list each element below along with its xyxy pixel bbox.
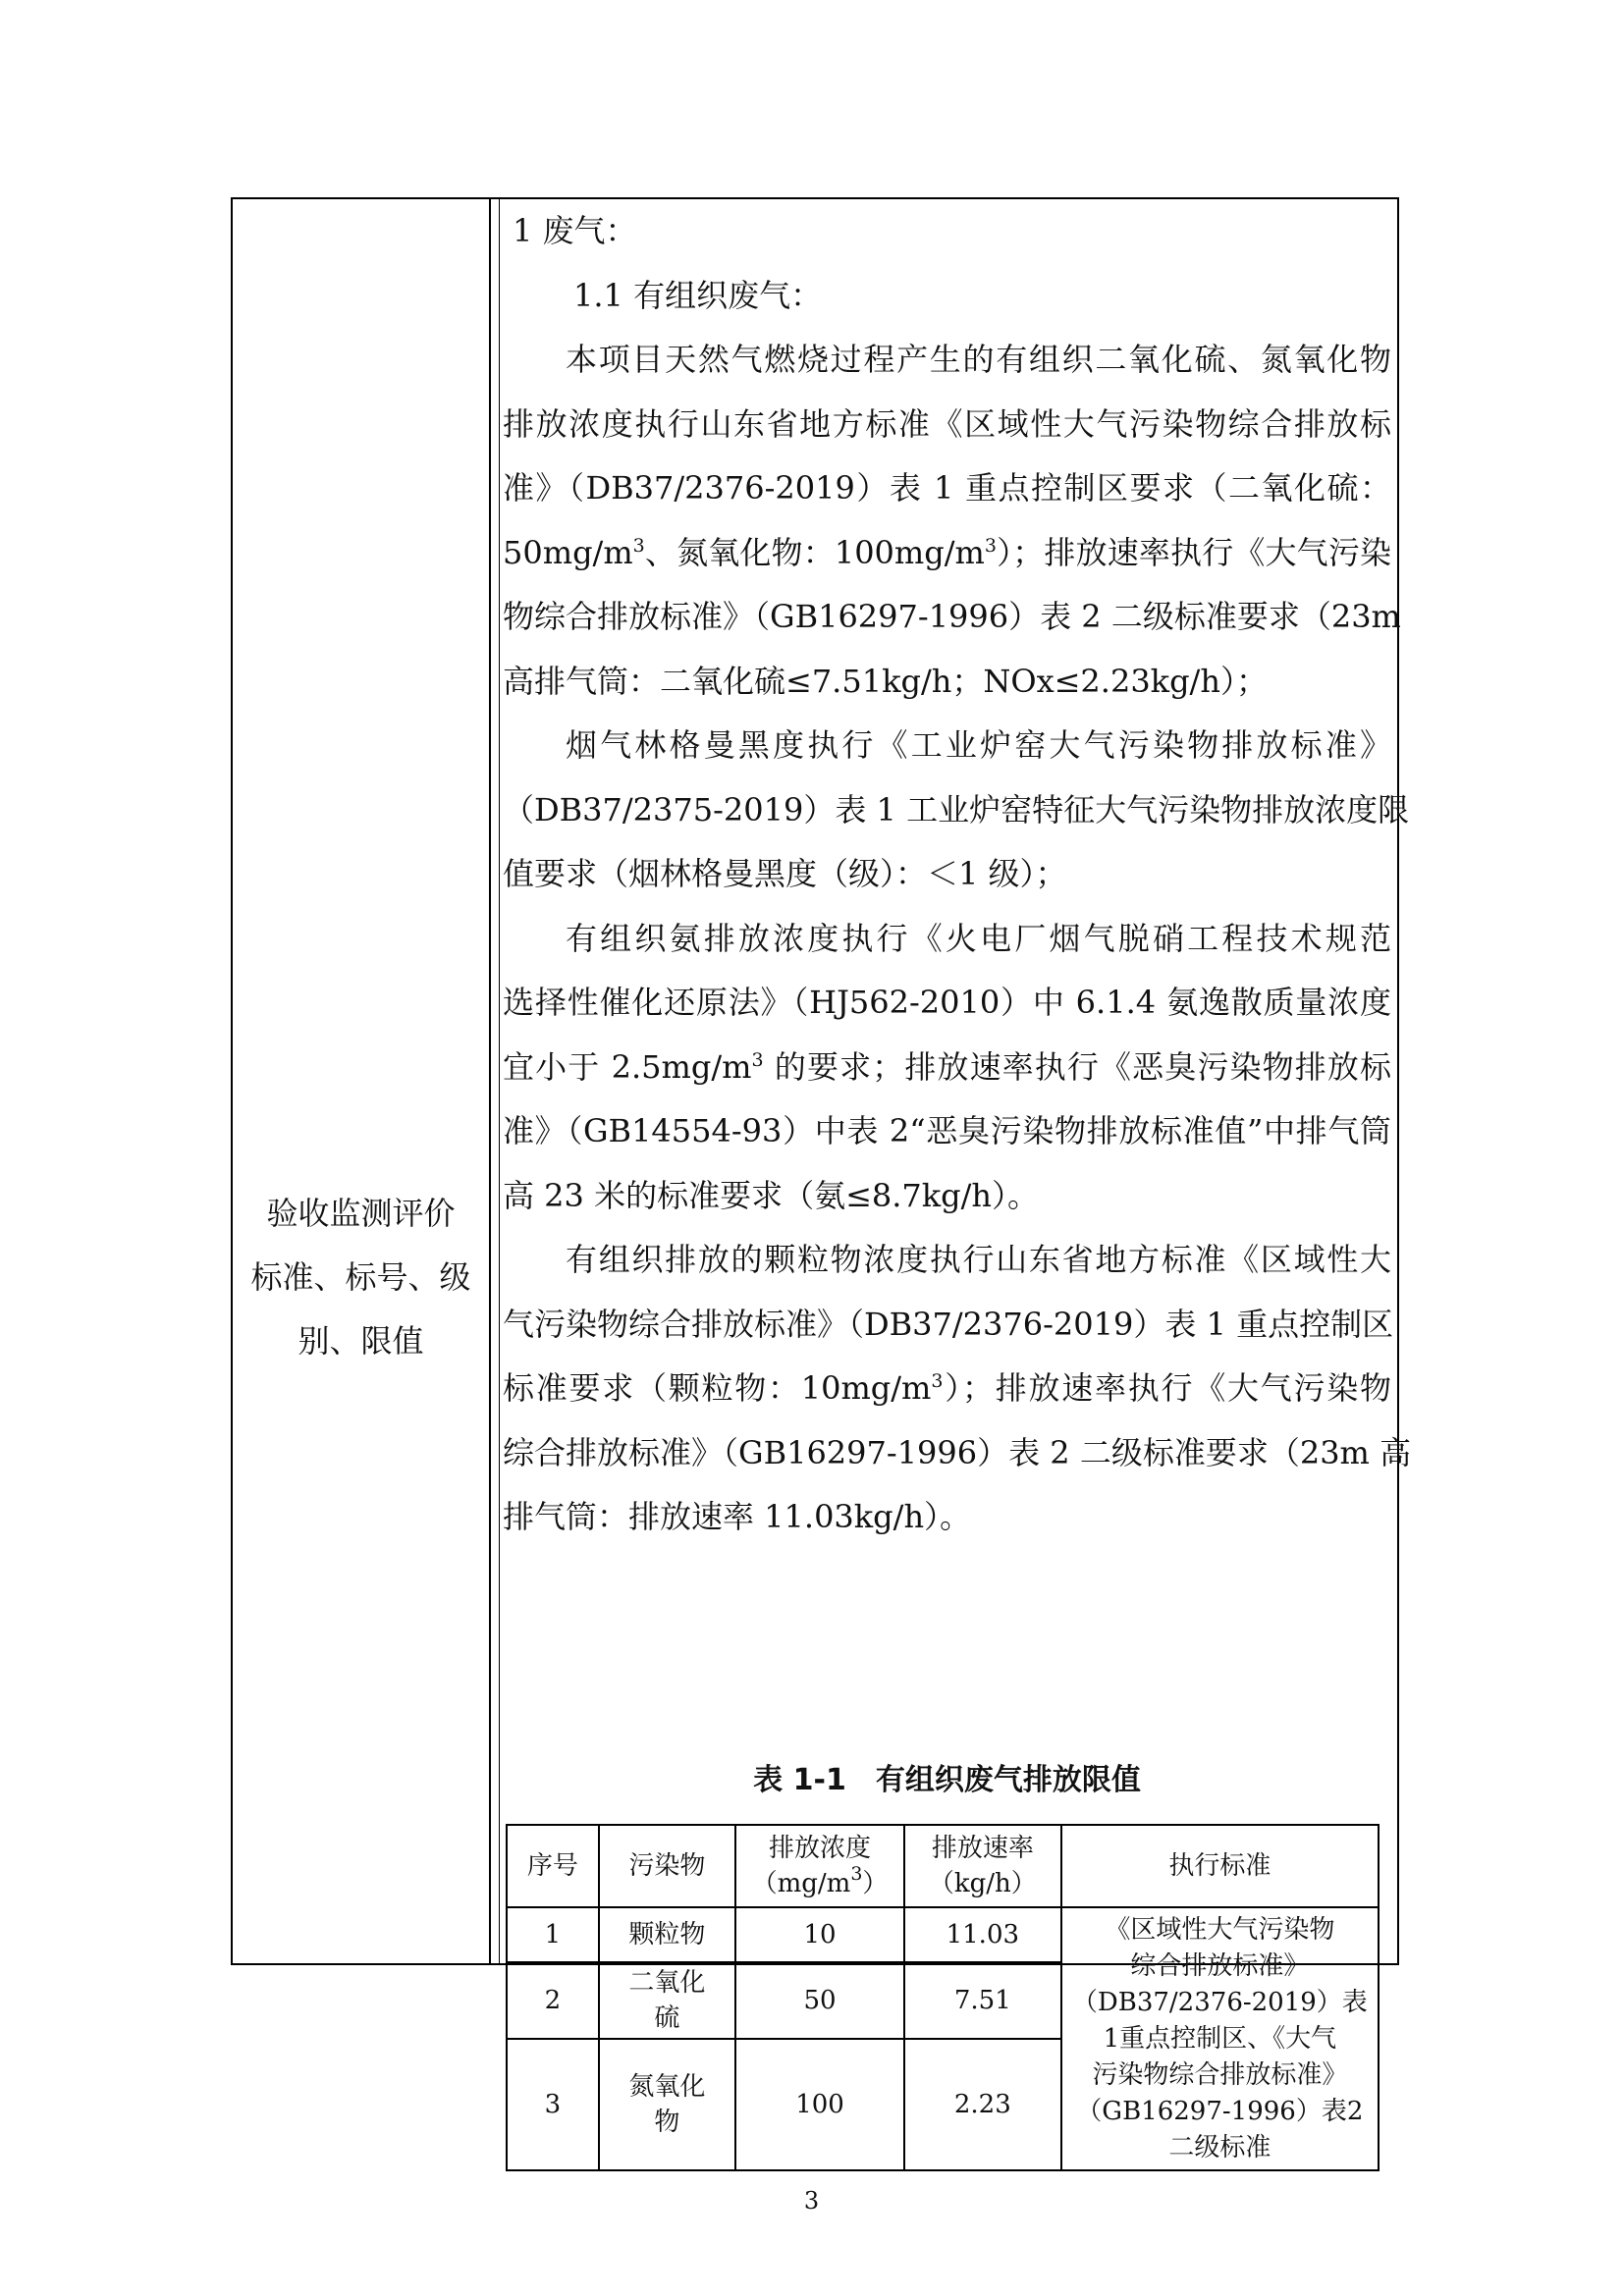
cell-concentration: 10 (735, 1907, 904, 1962)
paragraph-line: 烟气林格曼黑度执行《工业炉窑大气污染物排放标准》 (566, 726, 1391, 764)
table-row (507, 1907, 1379, 1962)
table-title: 表 1-1 有组织废气排放限值 (753, 1763, 1141, 1797)
label-line: 验收监测评价 (266, 1195, 456, 1232)
cell-seq: 2 (507, 1962, 599, 2039)
cell-seq: 1 (507, 1907, 599, 1962)
cell-pollutant: 二氧化 硫 (599, 1962, 735, 2039)
cell-concentration: 50 (735, 1962, 904, 2039)
paragraph-line: 综合排放标准》（GB16297-1996）表 2 二级标准要求（23m 高 (503, 1433, 1412, 1471)
paragraph-line: 选择性催化还原法》（HJ562-2010）中 6.1.4 氨逸散质量浓度 (503, 984, 1391, 1021)
paragraph-line: 有组织排放的颗粒物浓度执行山东省地方标准《区域性大 (566, 1241, 1391, 1278)
paragraph-line: 标准要求（颗粒物：$10mg/m^3$）；排放速率执行《大气污染物 (503, 1369, 1391, 1407)
main-table-frame (231, 197, 1412, 2163)
paragraph-line: 高 23 米的标准要求（氨≤8.7kg/h）。 (503, 1176, 1040, 1214)
paragraph-line: 本项目天然气燃烧过程产生的有组织二氧化硫、氮氧化物 (566, 341, 1391, 378)
paragraph-line: 物综合排放标准》（GB16297-1996）表 2 二级标准要求（23m (503, 598, 1401, 635)
label-line: 别、限值 (298, 1322, 424, 1360)
cell-rate: 2.23 (904, 2039, 1061, 2170)
emission-limits-table (506, 1824, 1380, 2171)
header-standard: 执行标准 (1061, 1825, 1379, 1907)
subsection-heading: 1.1 有组织废气： (573, 276, 823, 314)
cell-rate: 7.51 (904, 1962, 1061, 2039)
header-pollutant: 污染物 (599, 1825, 735, 1907)
section-heading: 1 废气： (513, 212, 637, 249)
paragraph-line: 宜小于 $2.5mg/m^3$ 的要求；排放速率执行《恶臭污染物排放标 (503, 1047, 1391, 1086)
label-text (233, 1182, 489, 1373)
paragraph-line: 值要求（烟林格曼黑度（级）：＜1 级）； (503, 855, 1067, 892)
header-concentration: 排放浓度 $(mg/m^3)$ (735, 1825, 904, 1907)
page-number: 3 (803, 2187, 820, 2215)
cell-pollutant: 颗粒物 (599, 1907, 735, 1962)
paragraph-line: 排放浓度执行山东省地方标准《区域性大气污染物综合排放标 (503, 404, 1391, 443)
content-cell (503, 199, 1412, 1550)
label-line: 标准、标号、级 (250, 1258, 471, 1296)
header-seq: 序号 (507, 1825, 599, 1907)
cell-concentration: 100 (735, 2039, 904, 2170)
header-rate: 排放速率 （kg/h） (904, 1825, 1061, 1907)
cell-standard: 《区域性大气污染物 综合排放标准》 （DB37/2376-2019）表 1重点控制区、《大气 污染物综合排放标准》 （GB16297-1996）表2 二级标准 (1061, 1907, 1379, 2170)
cell-seq: 3 (507, 2039, 599, 2170)
paragraph-line: 气污染物综合排放标准》（DB37/2376-2019）表 1 重点控制区 (503, 1305, 1394, 1343)
paragraph-line: 高排气筒：二氧化硫≤7.51kg/h；NOx≤2.23kg/h）； (503, 662, 1268, 700)
paragraph-line: 排气筒：排放速率 11.03kg/h）。 (503, 1498, 972, 1535)
inner-divider (499, 199, 500, 1963)
label-cell (233, 199, 491, 1963)
table-header-row (507, 1825, 1379, 1907)
paragraph-line: 准》（GB14554-93）中表 2“恶臭污染物排放标准值”中排气筒 (503, 1112, 1391, 1149)
paragraph-line: 有组织氨排放浓度执行《火电厂烟气脱硝工程技术规范 (566, 919, 1391, 957)
paragraph-line: 准》（DB37/2376-2019）表 1 重点控制区要求（二氧化硫： (503, 469, 1391, 507)
paragraph-line: $50mg/m^3$、氮氧化物：$100mg/m^3$）；排放速率执行《大气污染 (503, 533, 1391, 571)
cell-rate: 11.03 (904, 1907, 1061, 1962)
paragraph-line: （DB37/2375-2019）表 1 工业炉窑特征大气污染物排放浓度限 (503, 790, 1410, 828)
cell-pollutant: 氮氧化 物 (599, 2039, 735, 2170)
